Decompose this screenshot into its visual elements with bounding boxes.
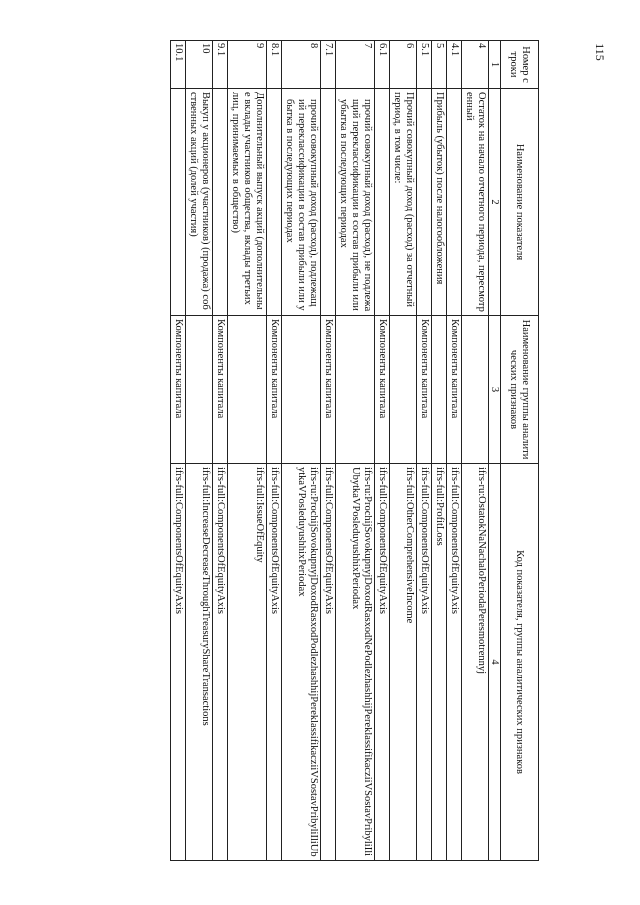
indicator-name: Дополнительный выпуск акций (дополнительные вклады участников общества, вклады третьих лиц, принимаемых в общество) <box>228 89 267 316</box>
column-number: 1 <box>489 41 501 89</box>
header-row-number: Номер строки <box>501 41 539 89</box>
indicator-name <box>417 89 432 316</box>
row-number: 7.1 <box>321 41 336 89</box>
group-name <box>462 316 489 464</box>
group-name <box>228 316 267 464</box>
indicator-code: ifrs-full:ComponentsOfEquityAxis <box>375 464 390 861</box>
indicator-code: ifrs-full:ComponentsOfEquityAxis <box>171 464 186 861</box>
indicator-code: ifrs-ru:ProchijSovokupnyjDoxodRasxodNePodlezhashhijPereklassifikacziiVSostavPribyliIliUbytkaVPosleduyushhixPeriodax <box>336 464 375 861</box>
group-name <box>282 316 321 464</box>
indicator-name: прочий совокупный доход (расход), подлежащий переклассификации в состав прибыли или убытка в последующих периодах <box>282 89 321 316</box>
table-row <box>375 41 390 861</box>
table-row <box>171 41 186 861</box>
row-number: 6.1 <box>375 41 390 89</box>
column-number: 4 <box>489 464 501 861</box>
table-row <box>321 41 336 861</box>
row-number: 4.1 <box>447 41 462 89</box>
row-number: 5 <box>432 41 447 89</box>
header-indicator-name: Наименование показателя <box>501 89 539 316</box>
row-number: 8 <box>282 41 321 89</box>
row-number: 5.1 <box>417 41 432 89</box>
group-name: Компоненты капитала <box>375 316 390 464</box>
row-number: 8.1 <box>267 41 282 89</box>
row-number: 6 <box>390 41 417 89</box>
table-row <box>267 41 282 861</box>
row-number: 4 <box>462 41 489 89</box>
row-number: 10.1 <box>171 41 186 89</box>
indicator-name <box>447 89 462 316</box>
table-row <box>213 41 228 861</box>
rotated-table-wrapper <box>79 40 539 860</box>
indicator-name: Выкуп у акционеров (участников) (продажа) собственных акций (долей участия) <box>186 89 213 316</box>
group-name <box>336 316 375 464</box>
indicator-code: ifrs-full:ComponentsOfEquityAxis <box>321 464 336 861</box>
row-number: 9 <box>228 41 267 89</box>
indicator-code: ifrs-full:IssueOfEquity <box>228 464 267 861</box>
table-row <box>447 41 462 861</box>
table-row <box>432 41 447 861</box>
group-name <box>390 316 417 464</box>
group-name <box>432 316 447 464</box>
indicator-code: ifrs-full:ComponentsOfEquityAxis <box>213 464 228 861</box>
indicator-code: ifrs-full:ComponentsOfEquityAxis <box>417 464 432 861</box>
indicator-code: ifrs-ru:ProchijSovokupnyjDoxodRasxodPodlezhashhijPereklassifikacziiVSostavPribyliIliUbytkaVPosleduyushhixPeriodax <box>282 464 321 861</box>
column-number: 3 <box>489 316 501 464</box>
table-row <box>462 41 489 861</box>
row-number: 10 <box>186 41 213 89</box>
indicator-table <box>170 40 539 861</box>
row-number: 9.1 <box>213 41 228 89</box>
indicator-code: ifrs-full:OtherComprehensiveIncome <box>390 464 417 861</box>
indicator-code: ifrs-full:ProfitLoss <box>432 464 447 861</box>
table-row <box>336 41 375 861</box>
indicator-code: ifrs-ru:OstatokNaNachaloPeriodaPeresmotrennyj <box>462 464 489 861</box>
indicator-name <box>171 89 186 316</box>
table-row <box>186 41 213 861</box>
group-name: Компоненты капитала <box>321 316 336 464</box>
header-group-name: Наименование группы аналитических признаков <box>501 316 539 464</box>
table-row <box>228 41 267 861</box>
column-number: 2 <box>489 89 501 316</box>
indicator-name: Остаток на начало отчетного периода, пересмотренный <box>462 89 489 316</box>
table-row <box>282 41 321 861</box>
indicator-name <box>375 89 390 316</box>
page-number: 115 <box>593 43 607 61</box>
table-row <box>390 41 417 861</box>
group-name: Компоненты капитала <box>447 316 462 464</box>
indicator-name: Прочий совокупный доход (расход) за отчетный период, в том числе: <box>390 89 417 316</box>
group-name <box>186 316 213 464</box>
indicator-name <box>321 89 336 316</box>
indicator-code: ifrs-full:ComponentsOfEquityAxis <box>447 464 462 861</box>
indicator-name: Прибыль (убыток) после налогообложения <box>432 89 447 316</box>
group-name: Компоненты капитала <box>171 316 186 464</box>
group-name: Компоненты капитала <box>417 316 432 464</box>
row-number: 7 <box>336 41 375 89</box>
indicator-code: ifrs-full:IncreaseDecreaseThroughTreasuryShareTransactions <box>186 464 213 861</box>
indicator-name <box>213 89 228 316</box>
header-code: Код показателя, группы аналитических признаков <box>501 464 539 861</box>
group-name: Компоненты капитала <box>267 316 282 464</box>
indicator-name <box>267 89 282 316</box>
table-row <box>417 41 432 861</box>
indicator-code: ifrs-full:ComponentsOfEquityAxis <box>267 464 282 861</box>
group-name: Компоненты капитала <box>213 316 228 464</box>
indicator-name: прочий совокупный доход (расход), не подлежащий переклассификации в состав прибыли или убытка в последующих периодах <box>336 89 375 316</box>
